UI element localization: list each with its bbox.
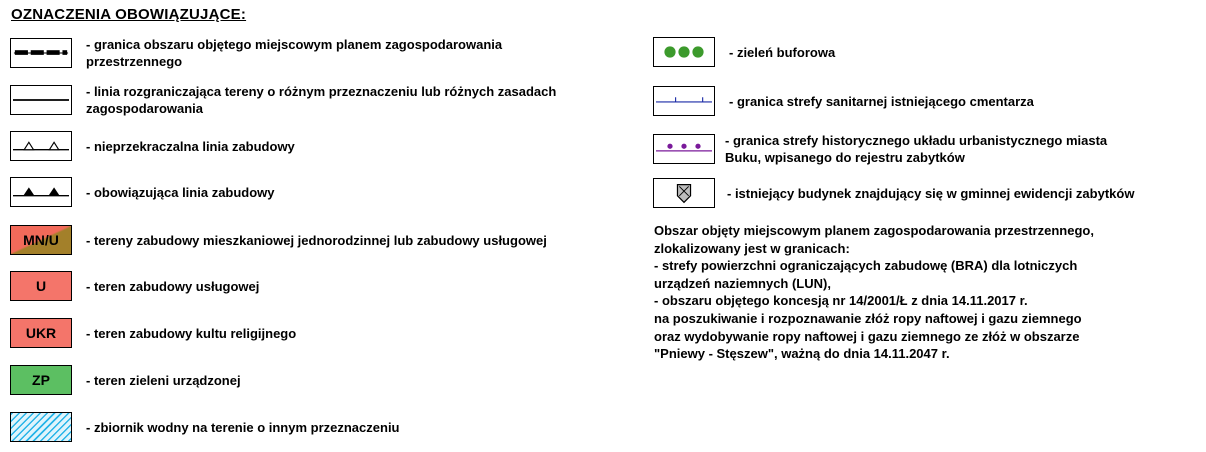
legend-item-non-exceedable-building-line <box>10 131 295 161</box>
legend-label: - granica strefy historycznego układu urbanistycznego miasta Buku, wpisanego do rejestru zabytków <box>725 133 1108 165</box>
monument-building-symbol <box>653 178 715 208</box>
legend-item-buffer-green <box>653 37 835 67</box>
note-line: "Pniewy - Stęszew", ważną do dnia 14.11.2047 r. <box>654 346 950 362</box>
legend-label: - teren zieleni urządzonej <box>86 372 241 388</box>
legend-item-mandatory-building-line <box>10 177 275 207</box>
legend-item-service-zone <box>10 271 259 301</box>
legend-label: - teren zabudowy usługowej <box>86 278 260 294</box>
cemetery-zone-symbol <box>653 86 715 116</box>
legend-label: - zbiornik wodny na terenie o innym przeznaczeniu <box>86 419 400 435</box>
legend-label: - nieprzekraczalna linia zabudowy <box>86 138 295 154</box>
plan-boundary-symbol <box>10 38 72 68</box>
legend-label: - obowiązująca linia zabudowy <box>86 184 275 200</box>
zone-code: ZP <box>32 372 50 388</box>
note-line: oraz wydobywanie ropy naftowej i gazu ziemnego ze złóż w obszarze <box>654 328 1080 344</box>
legend-label: - istniejący budynek znajdujący się w gminnej ewidencji zabytków <box>727 185 1135 201</box>
open-triangles-line-icon <box>11 132 71 160</box>
park-zone-symbol <box>10 365 72 395</box>
note-line: - obszaru objętego koncesją nr 14/2001/Ł z dnia 14.11.2017 r. <box>654 293 1028 309</box>
legend-item-religious-zone <box>10 318 296 348</box>
legend-label: - zieleń buforowa <box>729 44 836 60</box>
heritage-shield-icon <box>654 179 714 207</box>
legend-label: - granica strefy sanitarnej istniejącego cmentarza <box>729 93 1034 109</box>
mixed-zone-symbol <box>10 225 72 255</box>
historic-boundary-icon <box>654 135 714 163</box>
service-zone-symbol <box>10 271 72 301</box>
water-body-symbol <box>10 412 72 442</box>
dashed-boundary-icon <box>11 39 71 67</box>
cemetery-boundary-icon <box>654 87 714 115</box>
legend-item-plan-boundary <box>10 36 586 70</box>
solid-line-icon <box>11 86 71 114</box>
legend-item-mixed-residential-service <box>10 225 547 255</box>
legend-label: - tereny zabudowy mieszkaniowej jednorodzinnej lub zabudowy usługowej <box>86 232 547 248</box>
note-line: na poszukiwanie i rozpoznawanie złóż ropy naftowej i gazu ziemnego <box>654 310 1082 326</box>
legend-label: - linia rozgraniczająca tereny o różnym przeznaczeniu lub różnych zasadach zagospodarowania <box>86 84 557 116</box>
legend-item-historic-zone <box>653 132 1145 166</box>
plan-area-note <box>654 222 1194 363</box>
legend-item-park-zone <box>10 365 241 395</box>
note-line: Obszar objęty miejscowym planem zagospodarowania przestrzennego, <box>654 223 1094 238</box>
note-line: urządzeń naziemnych (LUN), <box>654 275 831 291</box>
historic-zone-symbol <box>653 134 715 164</box>
legend-title: OZNACZENIA OBOWIĄZUJĄCE: <box>11 6 247 23</box>
filled-triangles-line-icon <box>11 178 71 206</box>
legend-label: - granica obszaru objętego miejscowym planem zagospodarowania przestrzennego <box>86 37 503 69</box>
mandatory-line-symbol <box>10 177 72 207</box>
demarcation-line-symbol <box>10 85 72 115</box>
buffer-green-symbol <box>653 37 715 67</box>
legend-item-water-body <box>10 412 400 442</box>
green-dots-icon <box>654 38 714 66</box>
legend-item-monument-building <box>653 178 1134 208</box>
zone-code: MN/U <box>23 232 59 248</box>
zone-code: UKR <box>25 325 57 341</box>
legend-item-cemetery-zone <box>653 86 1034 116</box>
note-line: - strefy powierzchni ograniczających zabudowę (BRA) dla lotniczych <box>654 258 1078 274</box>
non-exceedable-line-symbol <box>10 131 72 161</box>
legend-item-demarcation-line <box>10 83 586 117</box>
religious-zone-symbol <box>10 318 72 348</box>
legend-label: - teren zabudowy kultu religijnego <box>86 325 297 341</box>
note-line: zlokalizowany jest w granicach: <box>654 240 850 256</box>
zone-code: U <box>35 278 47 294</box>
